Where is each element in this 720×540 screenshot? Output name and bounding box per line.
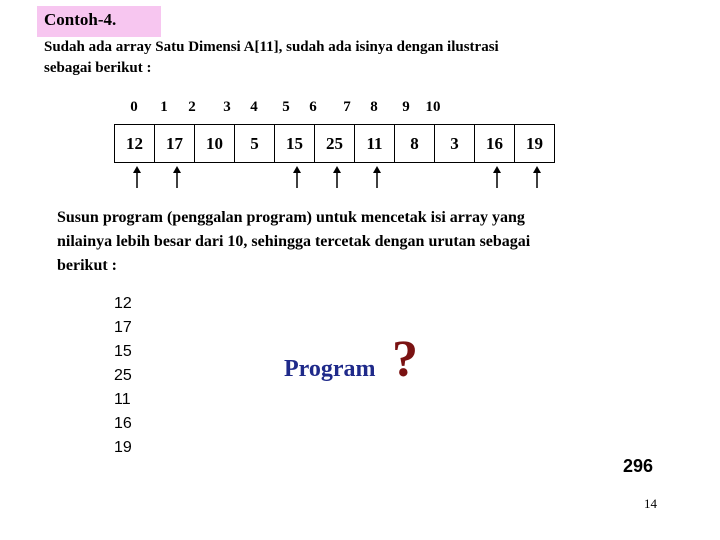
array-cell: 3: [435, 125, 475, 163]
array-cell: 16: [475, 125, 515, 163]
instruction-paragraph: [57, 206, 667, 278]
array-cell: 19: [515, 125, 555, 163]
array-index: 2: [188, 99, 196, 115]
array-row: [115, 125, 555, 163]
up-arrow-icon: [372, 166, 382, 188]
array-cell: 17: [155, 125, 195, 163]
array-index: 5: [282, 99, 290, 115]
code-number: 296: [623, 456, 654, 476]
instruction-line-2: nilainya lebih besar dari 10, sehingga tercetak dengan urutan sebagai: [57, 233, 531, 250]
intro-line-2: sebagai berikut :: [44, 60, 152, 76]
array-index: 8: [370, 99, 378, 115]
slide-title: Contoh-4.: [44, 10, 117, 29]
array-index: 7: [343, 99, 351, 115]
instruction-line-3: berikut :: [57, 257, 117, 274]
up-arrow-icon: [332, 166, 342, 188]
page-number: 14: [644, 496, 657, 511]
up-arrow-icon: [132, 166, 142, 188]
output-line: 11: [114, 391, 131, 408]
question-mark: ?: [392, 331, 418, 388]
array-cell: 25: [315, 125, 355, 163]
up-arrow-icon: [292, 166, 302, 188]
array-index: 9: [402, 99, 410, 115]
intro-line-1: Sudah ada array Satu Dimensi A[11], sudah ada isinya dengan ilustrasi: [44, 39, 499, 55]
up-arrow-icon: [172, 166, 182, 188]
array-cell: 11: [355, 125, 395, 163]
array-cell: 15: [275, 125, 315, 163]
array-index: 0: [130, 99, 138, 115]
output-line: 17: [114, 319, 132, 336]
array-cell: 8: [395, 125, 435, 163]
intro-text: [44, 37, 499, 79]
array-index: 1: [160, 99, 168, 115]
array-index: 6: [309, 99, 317, 115]
array-cell: 10: [195, 125, 235, 163]
array-cell: 12: [115, 125, 155, 163]
up-arrow-icon: [532, 166, 542, 188]
output-line: 19: [114, 439, 132, 456]
expected-output: [114, 292, 132, 460]
array-index: 4: [250, 99, 258, 115]
output-line: 25: [114, 367, 132, 384]
program-label: Program: [284, 356, 376, 382]
array-index: 10: [425, 99, 441, 115]
output-line: 16: [114, 415, 132, 432]
array-cell: 5: [235, 125, 275, 163]
array-table: [114, 124, 555, 163]
output-line: 15: [114, 343, 132, 360]
instruction-line-1: Susun program (penggalan program) untuk mencetak isi array yang: [57, 209, 525, 226]
array-index: 3: [223, 99, 231, 115]
output-line: 12: [114, 295, 132, 312]
up-arrow-icon: [492, 166, 502, 188]
